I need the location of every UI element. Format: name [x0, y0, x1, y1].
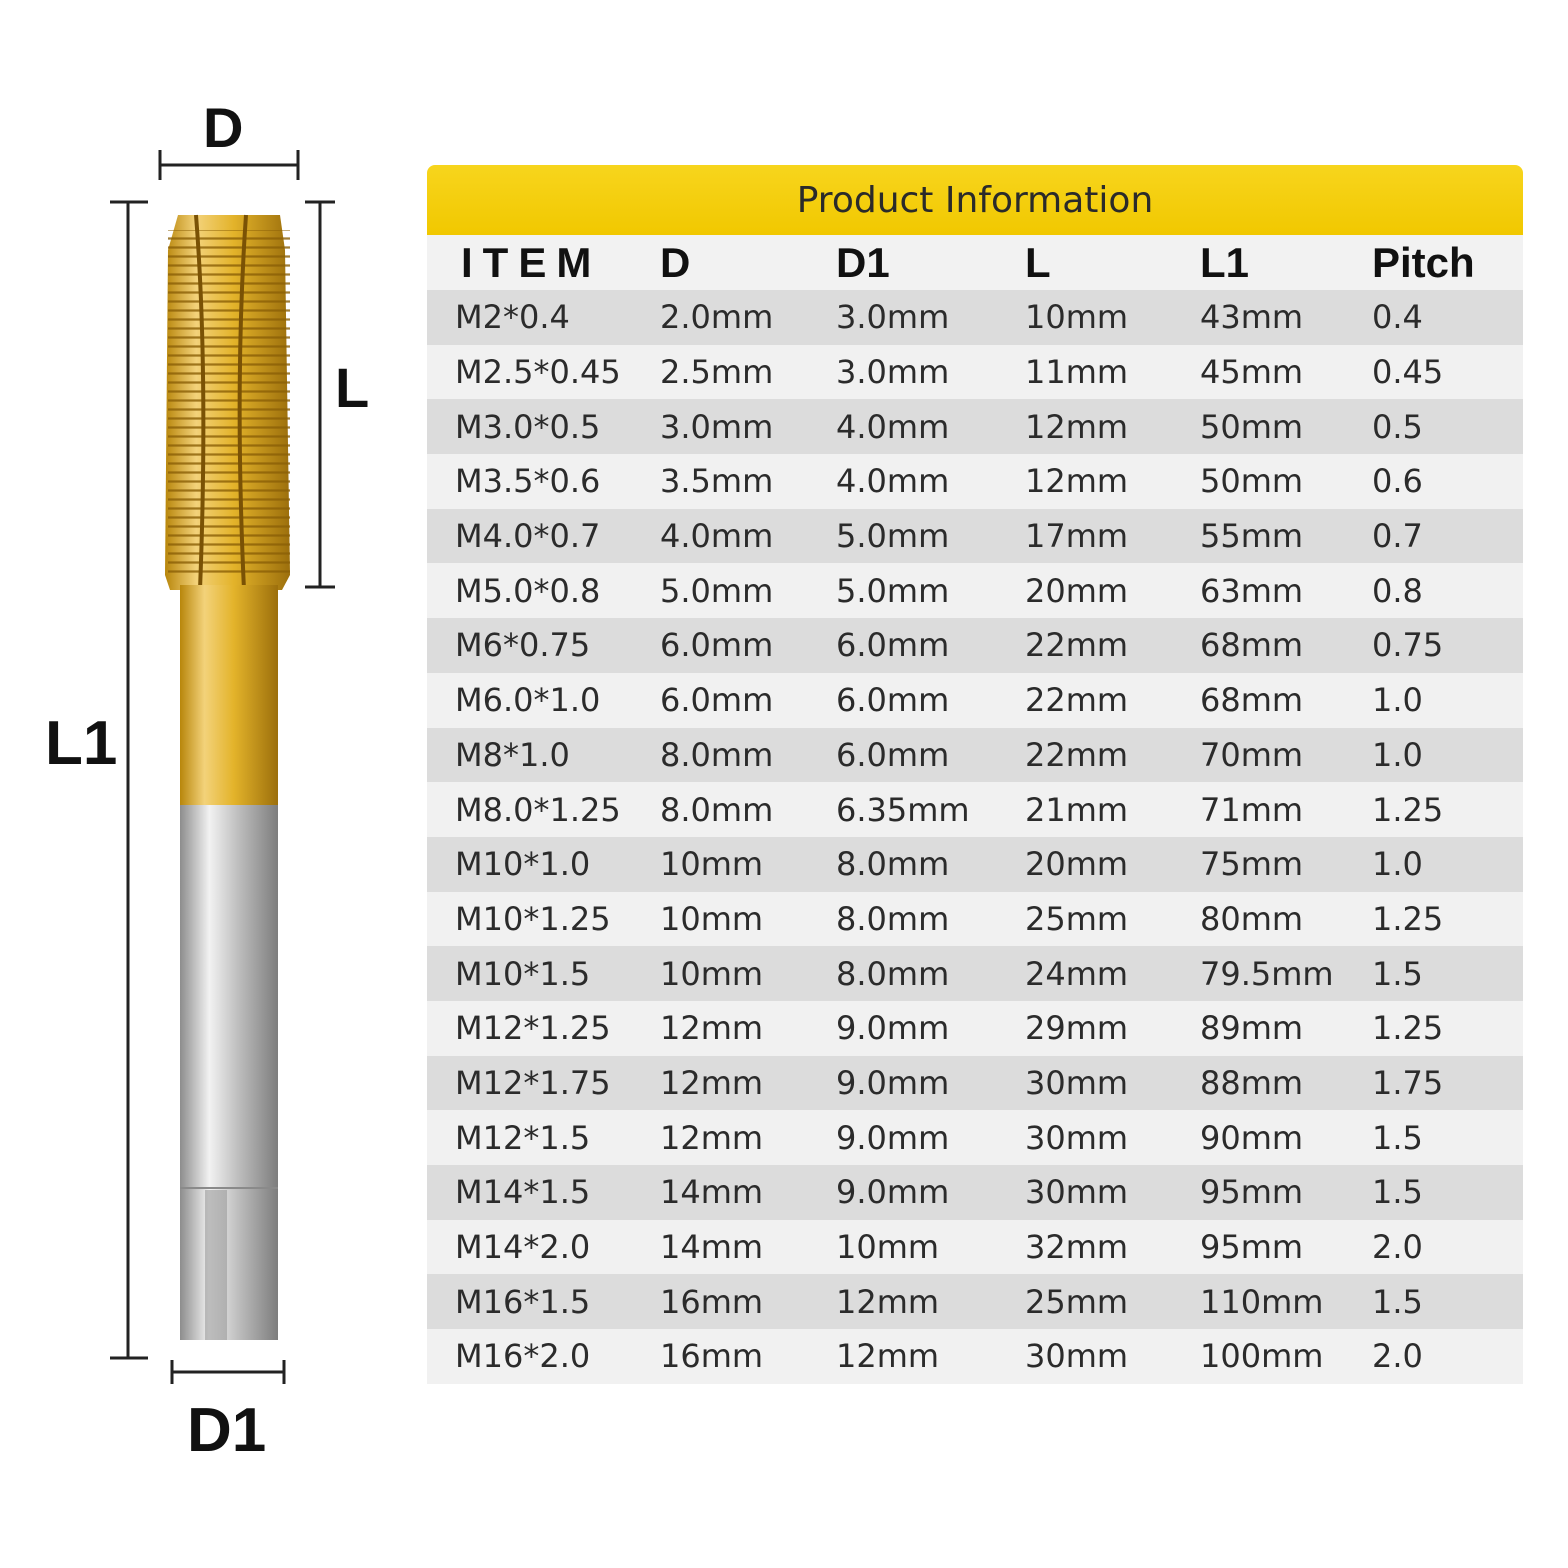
- cell-item: M12*1.25: [455, 1009, 611, 1048]
- cell-d: 14mm: [660, 1173, 764, 1212]
- cell-d: 8.0mm: [660, 790, 774, 829]
- cell-pitch: 0.5: [1372, 407, 1423, 446]
- cell-d1: 6.0mm: [836, 681, 950, 720]
- cell-d1: 6.35mm: [836, 790, 970, 829]
- l1-label: L1: [45, 709, 118, 778]
- product-table: [427, 165, 1523, 1384]
- cell-l1: 63mm: [1200, 571, 1304, 610]
- cell-pitch: 1.75: [1372, 1063, 1444, 1102]
- cell-l1: 95mm: [1200, 1173, 1304, 1212]
- cell-d1: 5.0mm: [836, 517, 950, 556]
- cell-d1: 5.0mm: [836, 571, 950, 610]
- cell-l: 30mm: [1025, 1118, 1129, 1157]
- cell-l: 29mm: [1025, 1009, 1129, 1048]
- cell-l: 24mm: [1025, 954, 1129, 993]
- cell-pitch: 1.5: [1372, 1118, 1423, 1157]
- cell-pitch: 2.0: [1372, 1228, 1423, 1267]
- cell-l: 12mm: [1025, 407, 1129, 446]
- cell-d1: 3.0mm: [836, 353, 950, 392]
- cell-l: 30mm: [1025, 1337, 1129, 1376]
- cell-pitch: 0.45: [1372, 353, 1444, 392]
- l-dimension-line: [305, 202, 335, 587]
- cell-l: 21mm: [1025, 790, 1129, 829]
- cell-d: 6.0mm: [660, 626, 774, 665]
- l-label: L: [335, 356, 370, 419]
- d-label: D: [203, 96, 244, 159]
- table-row: [427, 892, 1523, 947]
- cell-d1: 4.0mm: [836, 462, 950, 501]
- cell-item: M14*1.5: [455, 1173, 591, 1212]
- cell-d1: 12mm: [836, 1282, 940, 1321]
- table-body: [427, 290, 1523, 1384]
- cell-l1: 90mm: [1200, 1118, 1304, 1157]
- cell-l: 22mm: [1025, 681, 1129, 720]
- cell-pitch: 0.6: [1372, 462, 1423, 501]
- cell-item: M8.0*1.25: [455, 790, 621, 829]
- table-row: [427, 782, 1523, 837]
- cell-item: M16*1.5: [455, 1282, 591, 1321]
- cell-item: M2*0.4: [455, 298, 570, 337]
- tap-silver-shank: [180, 805, 278, 1190]
- table-row: [427, 1329, 1523, 1384]
- cell-pitch: 1.25: [1372, 790, 1444, 829]
- cell-d: 4.0mm: [660, 517, 774, 556]
- cell-item: M2.5*0.45: [455, 353, 621, 392]
- tap-square-end: [180, 1188, 278, 1340]
- cell-item: M8*1.0: [455, 735, 570, 774]
- header-l1: L1: [1200, 238, 1250, 286]
- table-row: [427, 1110, 1523, 1165]
- cell-l: 32mm: [1025, 1228, 1129, 1267]
- cell-item: M6*0.75: [455, 626, 591, 665]
- table-row: [427, 837, 1523, 892]
- cell-pitch: 0.75: [1372, 626, 1444, 665]
- cell-l1: 95mm: [1200, 1228, 1304, 1267]
- cell-l1: 70mm: [1200, 735, 1304, 774]
- cell-l1: 55mm: [1200, 517, 1304, 556]
- cell-l1: 50mm: [1200, 462, 1304, 501]
- cell-d1: 9.0mm: [836, 1173, 950, 1212]
- header-d: D: [660, 238, 691, 286]
- cell-item: M3.0*0.5: [455, 407, 601, 446]
- cell-d: 10mm: [660, 954, 764, 993]
- cell-l: 22mm: [1025, 626, 1129, 665]
- cell-d1: 4.0mm: [836, 407, 950, 446]
- table-row: [427, 1274, 1523, 1329]
- cell-l: 25mm: [1025, 899, 1129, 938]
- tap-gold-shank: [180, 585, 278, 807]
- table-title: Product Information: [427, 165, 1523, 235]
- table-row: [427, 1220, 1523, 1275]
- cell-d: 16mm: [660, 1282, 764, 1321]
- table-row: [427, 1165, 1523, 1220]
- cell-d: 10mm: [660, 899, 764, 938]
- cell-d: 12mm: [660, 1063, 764, 1102]
- tap-diagram: [0, 0, 420, 1568]
- cell-d1: 6.0mm: [836, 735, 950, 774]
- table-row: [427, 1001, 1523, 1056]
- cell-d: 2.0mm: [660, 298, 774, 337]
- cell-l: 11mm: [1025, 353, 1129, 392]
- table-row: [427, 1056, 1523, 1111]
- table-row: [427, 399, 1523, 454]
- cell-l: 22mm: [1025, 735, 1129, 774]
- cell-d: 10mm: [660, 845, 764, 884]
- cell-pitch: 1.25: [1372, 899, 1444, 938]
- cell-item: M12*1.5: [455, 1118, 591, 1157]
- table-row: [427, 509, 1523, 564]
- table-row: [427, 454, 1523, 509]
- cell-l: 30mm: [1025, 1173, 1129, 1212]
- cell-d: 12mm: [660, 1009, 764, 1048]
- cell-d1: 8.0mm: [836, 899, 950, 938]
- cell-pitch: 0.8: [1372, 571, 1423, 610]
- cell-l: 30mm: [1025, 1063, 1129, 1102]
- cell-d1: 12mm: [836, 1337, 940, 1376]
- cell-l1: 71mm: [1200, 790, 1304, 829]
- header-d1: D1: [836, 238, 890, 286]
- cell-d1: 6.0mm: [836, 626, 950, 665]
- tap-threaded-section: [165, 215, 290, 590]
- table-row: [427, 728, 1523, 783]
- cell-l: 20mm: [1025, 845, 1129, 884]
- cell-l1: 88mm: [1200, 1063, 1304, 1102]
- table-row: [427, 618, 1523, 673]
- cell-l1: 80mm: [1200, 899, 1304, 938]
- cell-item: M10*1.5: [455, 954, 591, 993]
- cell-d: 8.0mm: [660, 735, 774, 774]
- cell-l: 25mm: [1025, 1282, 1129, 1321]
- cell-d: 5.0mm: [660, 571, 774, 610]
- cell-d: 12mm: [660, 1118, 764, 1157]
- cell-item: M4.0*0.7: [455, 517, 601, 556]
- cell-item: M10*1.25: [455, 899, 611, 938]
- cell-pitch: 1.0: [1372, 681, 1423, 720]
- cell-d: 6.0mm: [660, 681, 774, 720]
- table-row: [427, 563, 1523, 618]
- table-row: [427, 345, 1523, 400]
- cell-l1: 68mm: [1200, 681, 1304, 720]
- cell-item: M5.0*0.8: [455, 571, 601, 610]
- table-row: [427, 290, 1523, 345]
- d1-label: D1: [187, 1396, 267, 1465]
- cell-d1: 9.0mm: [836, 1063, 950, 1102]
- cell-d: 14mm: [660, 1228, 764, 1267]
- cell-pitch: 1.25: [1372, 1009, 1444, 1048]
- cell-l1: 45mm: [1200, 353, 1304, 392]
- cell-pitch: 1.0: [1372, 845, 1423, 884]
- d1-dimension-line: [172, 1360, 284, 1384]
- cell-l1: 100mm: [1200, 1337, 1324, 1376]
- cell-pitch: 1.5: [1372, 1173, 1423, 1212]
- cell-d1: 8.0mm: [836, 954, 950, 993]
- cell-l: 20mm: [1025, 571, 1129, 610]
- cell-d: 2.5mm: [660, 353, 774, 392]
- cell-d: 3.5mm: [660, 462, 774, 501]
- l1-dimension-line: [110, 202, 148, 1358]
- cell-pitch: 1.0: [1372, 735, 1423, 774]
- cell-l: 17mm: [1025, 517, 1129, 556]
- table-row: [427, 673, 1523, 728]
- cell-pitch: 1.5: [1372, 1282, 1423, 1321]
- cell-item: M10*1.0: [455, 845, 591, 884]
- cell-item: M12*1.75: [455, 1063, 611, 1102]
- cell-d: 16mm: [660, 1337, 764, 1376]
- cell-l1: 50mm: [1200, 407, 1304, 446]
- cell-pitch: 0.4: [1372, 298, 1423, 337]
- cell-d1: 10mm: [836, 1228, 940, 1267]
- cell-item: M6.0*1.0: [455, 681, 601, 720]
- header-item: ITEM: [461, 238, 602, 286]
- table-header-row: [427, 235, 1523, 290]
- cell-l: 10mm: [1025, 298, 1129, 337]
- cell-item: M14*2.0: [455, 1228, 591, 1267]
- cell-pitch: 2.0: [1372, 1337, 1423, 1376]
- cell-l: 12mm: [1025, 462, 1129, 501]
- cell-l1: 43mm: [1200, 298, 1304, 337]
- cell-d1: 8.0mm: [836, 845, 950, 884]
- header-l: L: [1025, 238, 1051, 286]
- cell-item: M3.5*0.6: [455, 462, 601, 501]
- cell-item: M16*2.0: [455, 1337, 591, 1376]
- table-row: [427, 946, 1523, 1001]
- cell-l1: 79.5mm: [1200, 954, 1334, 993]
- cell-d1: 3.0mm: [836, 298, 950, 337]
- cell-l1: 89mm: [1200, 1009, 1304, 1048]
- cell-l1: 75mm: [1200, 845, 1304, 884]
- cell-l1: 68mm: [1200, 626, 1304, 665]
- cell-d1: 9.0mm: [836, 1009, 950, 1048]
- cell-l1: 110mm: [1200, 1282, 1324, 1321]
- cell-d1: 9.0mm: [836, 1118, 950, 1157]
- header-pitch: Pitch: [1372, 238, 1475, 286]
- cell-d: 3.0mm: [660, 407, 774, 446]
- cell-pitch: 1.5: [1372, 954, 1423, 993]
- cell-pitch: 0.7: [1372, 517, 1423, 556]
